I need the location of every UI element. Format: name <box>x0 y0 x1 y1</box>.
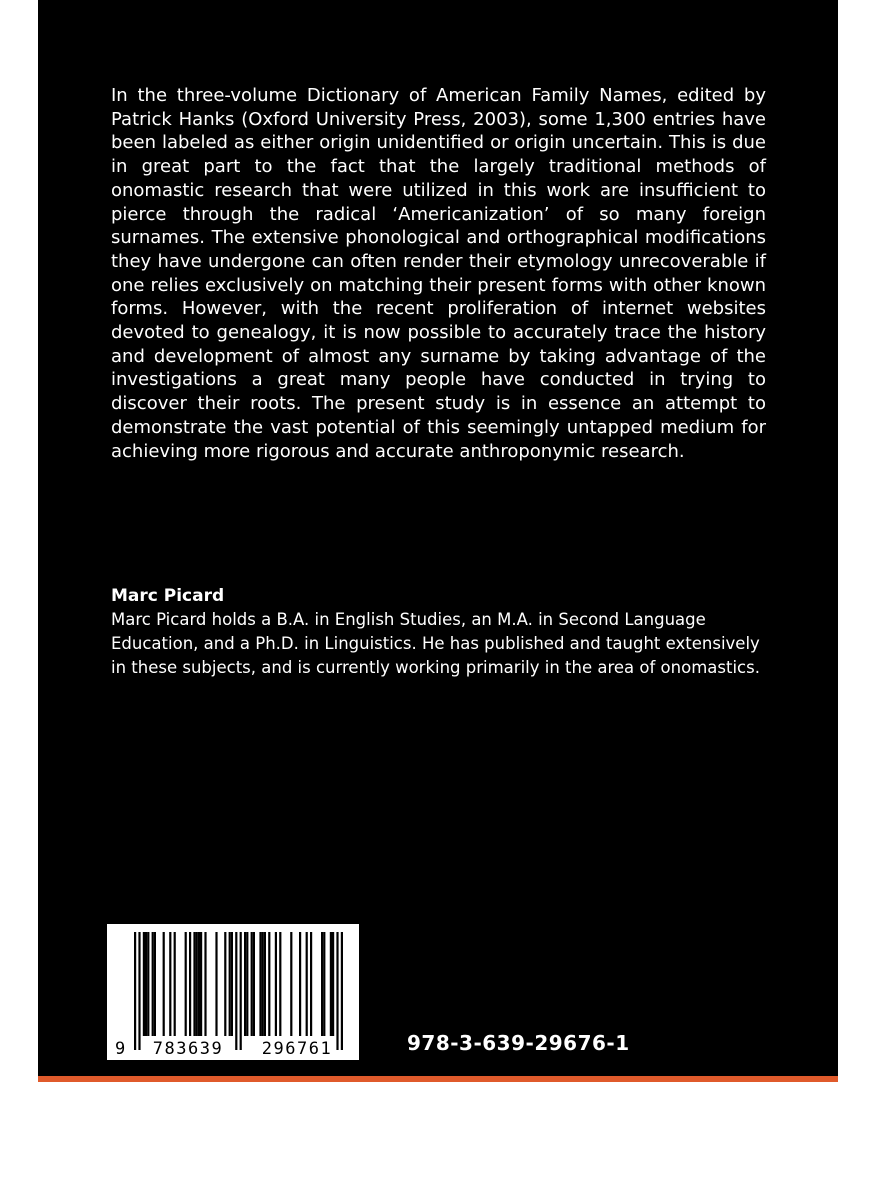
author-bio: Marc Picard holds a B.A. in English Studies, an M.A. in Second Language Education, and a Ph.D. in Linguistics. He has published and taught extensively in these subjects, and is currently working primarily in the area of onomastics. <box>111 610 760 677</box>
barcode-bar-39 <box>330 932 332 1036</box>
barcode-lead-digit: 9 <box>115 1039 126 1059</box>
barcode-right-digits: 296761 <box>261 1039 333 1059</box>
barcode-bar-26 <box>253 932 255 1036</box>
isbn-barcode <box>107 924 359 1060</box>
barcode-bar-30 <box>268 932 270 1036</box>
barcode-bar-19 <box>229 932 231 1036</box>
isbn-number: 978-3-639-29676-1 <box>407 1031 630 1055</box>
barcode-bar-35 <box>306 932 308 1036</box>
barcode-bar-40 <box>332 932 334 1036</box>
barcode-bar-13 <box>196 932 198 1036</box>
barcode-bar-3 <box>145 932 147 1036</box>
barcode-bar-22 <box>240 932 242 1050</box>
barcode-bar-4 <box>147 932 149 1036</box>
barcode-bar-18 <box>224 932 226 1036</box>
barcode-bar-32 <box>279 932 281 1036</box>
barcode-bar-41 <box>336 932 338 1050</box>
barcode-bar-7 <box>163 932 165 1036</box>
barcode-bar-31 <box>275 932 277 1036</box>
barcode-bar-36 <box>310 932 312 1036</box>
author-name: Marc Picard <box>111 586 225 606</box>
barcode-bar-6 <box>154 932 156 1036</box>
barcode-bar-9 <box>174 932 176 1036</box>
barcode-bar-17 <box>215 932 217 1036</box>
barcode-bar-38 <box>323 932 325 1036</box>
barcode-graphic <box>107 924 359 1060</box>
barcode-bar-28 <box>262 932 264 1036</box>
barcode-bar-10 <box>185 932 187 1036</box>
barcode-bar-27 <box>259 932 261 1036</box>
barcode-bar-25 <box>251 932 253 1036</box>
barcode-bar-20 <box>231 932 233 1036</box>
barcode-bar-11 <box>189 932 191 1036</box>
barcode-bar-12 <box>193 932 195 1036</box>
barcode-bar-0 <box>134 932 136 1050</box>
barcode-bar-42 <box>341 932 343 1050</box>
book-description: In the three-volume Dictionary of American Family Names, edited by Patrick Hanks (Oxford University Press, 2003), some 1,300 entries have been labeled as either origin unidentified or origin uncertain. This is due in great part to the fact that the largely traditional methods of onomastic research that were utilized in this work are insufficient to pierce through the radical ‘Americanization’ of so many foreign surnames. The extensive phonological and orthographical modifications they have undergone can often render their etymology unrecoverable if one relies exclusively on matching their present forms with other known forms. However, with the recent proliferation of internet websites devoted to genealogy, it is now possible to accurately trace the history and development of almost any surname by taking advantage of the investigations a great many people have conducted in trying to discover their roots. The present study is in essence an attempt to demonstrate the vast potential of this seemingly untapped medium for achieving more rigorous and accurate anthroponymic research. <box>111 85 766 462</box>
barcode-bars <box>134 932 343 1050</box>
barcode-bar-21 <box>235 932 237 1050</box>
accent-stripe <box>38 1076 838 1082</box>
barcode-bar-14 <box>198 932 200 1036</box>
barcode-bar-29 <box>264 932 266 1036</box>
barcode-bar-23 <box>244 932 246 1036</box>
barcode-bar-5 <box>152 932 154 1036</box>
barcode-bar-16 <box>204 932 206 1036</box>
barcode-bar-1 <box>138 932 140 1050</box>
barcode-bar-8 <box>169 932 171 1036</box>
barcode-bar-15 <box>200 932 202 1036</box>
barcode-bar-33 <box>290 932 292 1036</box>
barcode-bar-2 <box>143 932 145 1036</box>
barcode-bar-24 <box>246 932 248 1036</box>
barcode-bar-37 <box>321 932 323 1036</box>
barcode-left-digits: 783639 <box>152 1039 224 1059</box>
barcode-bar-34 <box>299 932 301 1036</box>
